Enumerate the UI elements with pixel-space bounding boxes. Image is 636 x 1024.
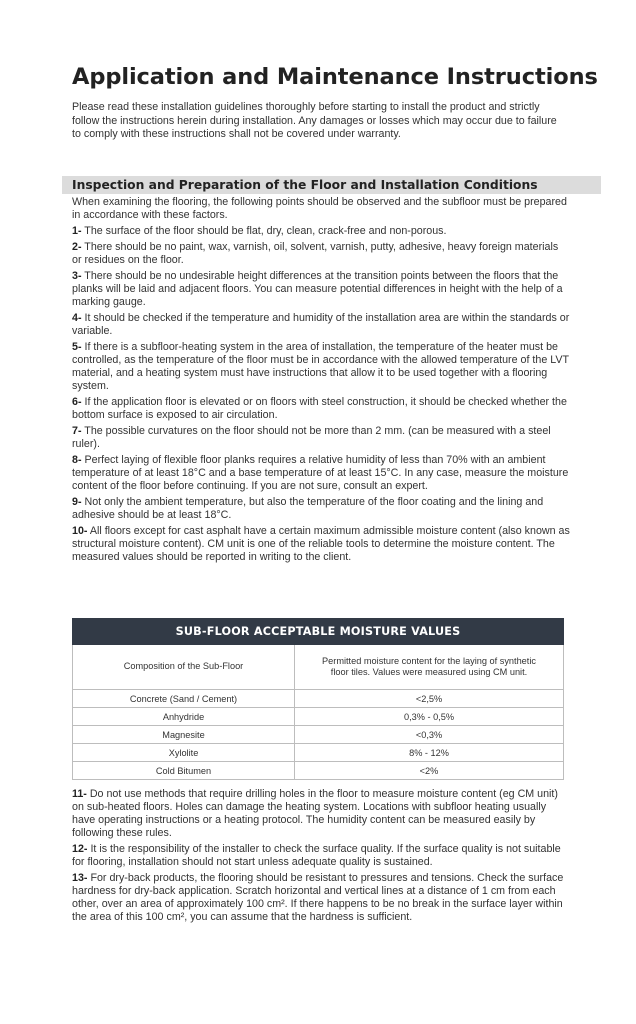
table-cell-value: <0,3% <box>295 726 564 744</box>
item-text: Perfect laying of flexible floor planks requires a relative humidity of less than 70% with an ambient temperature of at least 18°C and a base temperature of at least 15°C. In any case, measure the moisture content of the floor before continuing. If you are not sure, consult an expert. <box>72 453 569 492</box>
table-row <box>73 726 564 744</box>
item-text: If the application floor is elevated or on floors with steel construction, it should be checked whether the bottom surface is exposed to air circulation. <box>72 395 567 421</box>
table-cell-value: 0,3% - 0,5% <box>295 708 564 726</box>
table-row <box>73 690 564 708</box>
list-item <box>72 312 570 338</box>
item-text: Not only the ambient temperature, but also the temperature of the floor coating and the lining and adhesive should be at least 18°C. <box>72 495 544 521</box>
item-text: There should be no undesirable height differences at the transition points between the floors that the planks will be laid and adjacent floors. You can measure potential differences in height with the help of a marking gauge. <box>72 270 563 308</box>
item-number: 12- <box>72 842 88 855</box>
column-header-moisture-text: Permitted moisture content for the laying of synthetic floor tiles. Values were measured using CM unit. <box>322 655 536 677</box>
list-item <box>72 341 570 393</box>
item-number: 13- <box>72 871 88 884</box>
table-cell-material: Concrete (Sand / Cement) <box>73 690 295 708</box>
list-item <box>72 270 570 309</box>
instructions-list-bottom <box>72 788 570 927</box>
list-item <box>72 425 570 451</box>
list-item <box>72 225 570 238</box>
section-lead: When examining the flooring, the following points should be observed and the subfloor must be prepared in accordance with these factors. <box>72 196 567 221</box>
list-item <box>72 241 570 267</box>
intro-paragraph: Please read these installation guidelines thoroughly before starting to install the product and strictly follow the instructions herein during installation. Any damages or losses which may occur due to failure to comply with these instructions shall not be covered under warranty. <box>72 101 557 141</box>
item-number: 2- <box>72 241 82 254</box>
table-cell-material: Magnesite <box>73 726 295 744</box>
moisture-values-table <box>72 618 564 780</box>
table-cell-value: <2% <box>295 762 564 780</box>
list-item <box>72 872 570 924</box>
table-row <box>73 744 564 762</box>
instructions-list-top <box>72 196 570 567</box>
item-text: For dry-back products, the flooring should be resistant to pressures and tensions. Check the surface hardness for dry-back application. Scratch horizontal and vertical lines at a distance of 1 cm from each other, over an area of approximately 100 cm². If there happens to be no break in the surface layer within the area of this 100 cm², you can assume that the hardness is sufficient. <box>72 871 564 923</box>
item-number: 4- <box>72 312 82 324</box>
item-number: 8- <box>72 453 82 466</box>
column-header-composition: Composition of the Sub-Floor <box>73 645 295 690</box>
item-number: 7- <box>72 424 82 437</box>
list-item <box>72 788 570 840</box>
list-item <box>72 525 570 564</box>
item-text: It should be checked if the temperature and humidity of the installation area are within the standards or variable. <box>72 312 570 337</box>
item-text: There should be no paint, wax, varnish, oil, solvent, varnish, putty, adhesive, heavy foreign materials or residues on the floor. <box>72 241 559 266</box>
item-text: Do not use methods that require drilling holes in the floor to measure moisture content (eg CM unit) on sub-heated floors. Holes can damage the heating system. Locations with subfloor heating usually have operating instructions or a heating protocol. The humidity content can be measured easily by following these rules. <box>72 788 558 839</box>
table-row <box>73 762 564 780</box>
list-item <box>72 396 570 422</box>
table-cell-value: 8% - 12% <box>295 744 564 762</box>
item-number: 6- <box>72 395 82 408</box>
item-number: 1- <box>72 225 82 237</box>
item-text: The surface of the floor should be flat, dry, clean, crack-free and non-porous. <box>84 225 447 237</box>
item-number: 5- <box>72 341 82 353</box>
page-title: Application and Maintenance Instructions <box>72 64 598 90</box>
table-cell-material: Anhydride <box>73 708 295 726</box>
table-row <box>73 708 564 726</box>
item-text: It is the responsibility of the installer to check the surface quality. If the surface quality is not suitable for flooring, installation should not start unless adequate quality is sustained. <box>72 842 561 868</box>
list-item <box>72 454 570 493</box>
section-title: Inspection and Preparation of the Floor and Installation Conditions <box>72 178 538 192</box>
table-caption: SUB-FLOOR ACCEPTABLE MOISTURE VALUES <box>73 619 564 645</box>
column-header-moisture <box>295 645 564 690</box>
item-text: If there is a subfloor-heating system in the area of installation, the temperature of the heater must be controlled, as the temperature of the floor must be in accordance with the allowed temperature of the LVT material, and a heating system must have instructions that allow it to be used together with a flooring system. <box>72 341 569 392</box>
item-text: All floors except for cast asphalt have a certain maximum admissible moisture content (also known as structural moisture content). CM unit is one of the reliable tools to determine the moisture content. The measured values should be reported in writing to the client. <box>72 524 570 563</box>
item-number: 3- <box>72 270 82 283</box>
item-text: The possible curvatures on the floor should not be more than 2 mm. (can be measured with a steel ruler). <box>72 424 551 450</box>
table-cell-value: <2,5% <box>295 690 564 708</box>
table-header-row <box>73 645 564 690</box>
item-number: 9- <box>72 495 82 508</box>
table-cell-material: Xylolite <box>73 744 295 762</box>
item-number: 11- <box>72 788 87 800</box>
list-item <box>72 496 570 522</box>
item-number: 10- <box>72 524 88 537</box>
table-cell-material: Cold Bitumen <box>73 762 295 780</box>
list-item <box>72 843 570 869</box>
